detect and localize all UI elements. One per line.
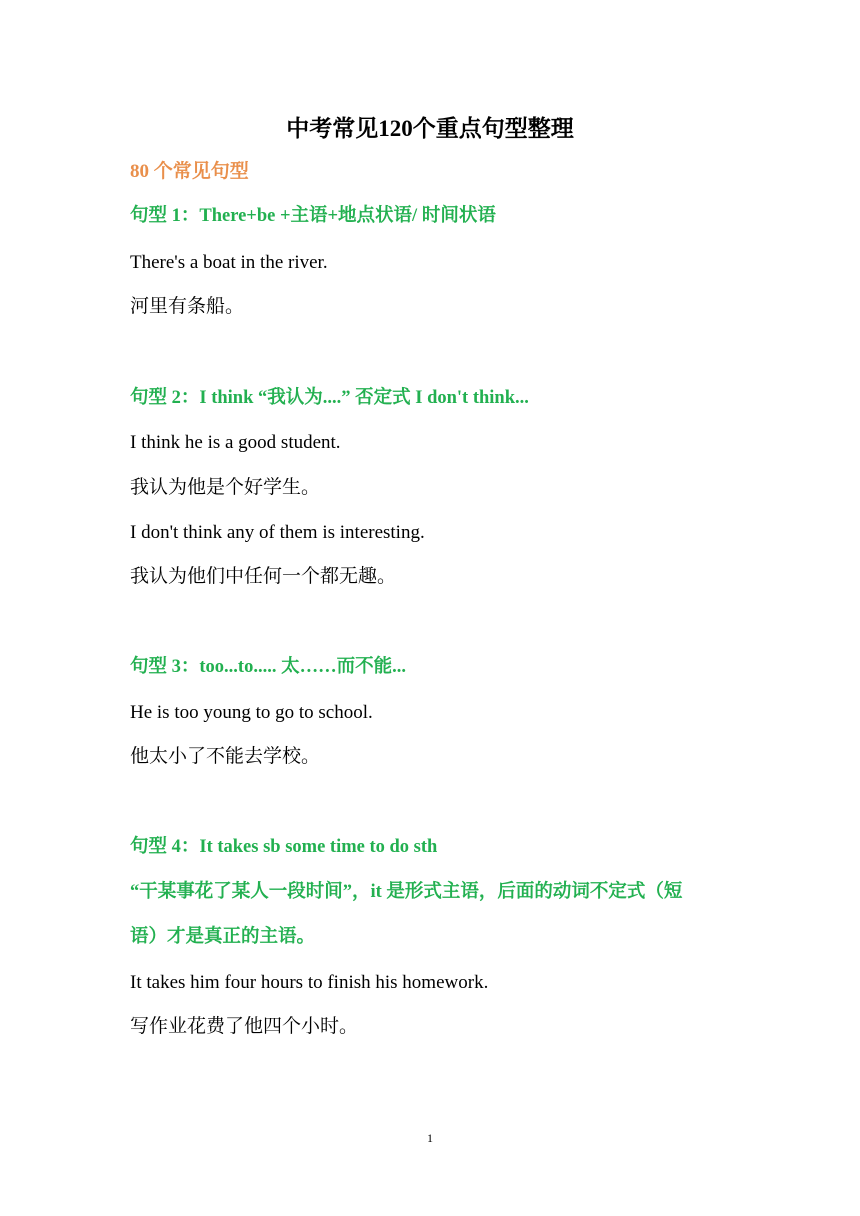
pattern-4-heading: 句型 4：It takes sb some time to do sth	[130, 837, 438, 857]
pattern-2-example-2-zh: 我认为他们中任何一个都无趣。	[130, 566, 397, 587]
pattern-2-example-2-en: I don't think any of them is interesting.	[130, 522, 425, 543]
section-subtitle: 80 个常见句型	[130, 161, 249, 182]
page-number: 1	[427, 1131, 433, 1145]
pattern-1-example-en: There's a boat in the river.	[130, 252, 328, 273]
pattern-4-example-zh: 写作业花费了他四个小时。	[130, 1016, 359, 1037]
pattern-3-example-zh: 他太小了不能去学校。	[130, 746, 321, 767]
pattern-2-heading: 句型 2：I think “我认为....” 否定式 I don't think...	[130, 388, 529, 408]
page-title: 中考常见120个重点句型整理	[286, 116, 574, 141]
pattern-2-example-1-zh: 我认为他是个好学生。	[130, 477, 321, 498]
pattern-4-note-line-1: “干某事花了某人一段时间”，it 是形式主语，后面的动词不定式（短	[130, 882, 683, 902]
pattern-3-heading: 句型 3：too...to..... 太……而不能...	[130, 657, 406, 677]
pattern-2-example-1-en: I think he is a good student.	[130, 432, 341, 453]
pattern-3-example-en: He is too young to go to school.	[130, 702, 373, 723]
pattern-1-example-zh: 河里有条船。	[130, 296, 245, 317]
pattern-4-example-en: It takes him four hours to finish his homework.	[130, 972, 489, 993]
pattern-4-note-line-2: 语）才是真正的主语。	[130, 927, 316, 947]
pattern-1-heading: 句型 1：There+be +主语+地点状语/ 时间状语	[130, 206, 496, 226]
